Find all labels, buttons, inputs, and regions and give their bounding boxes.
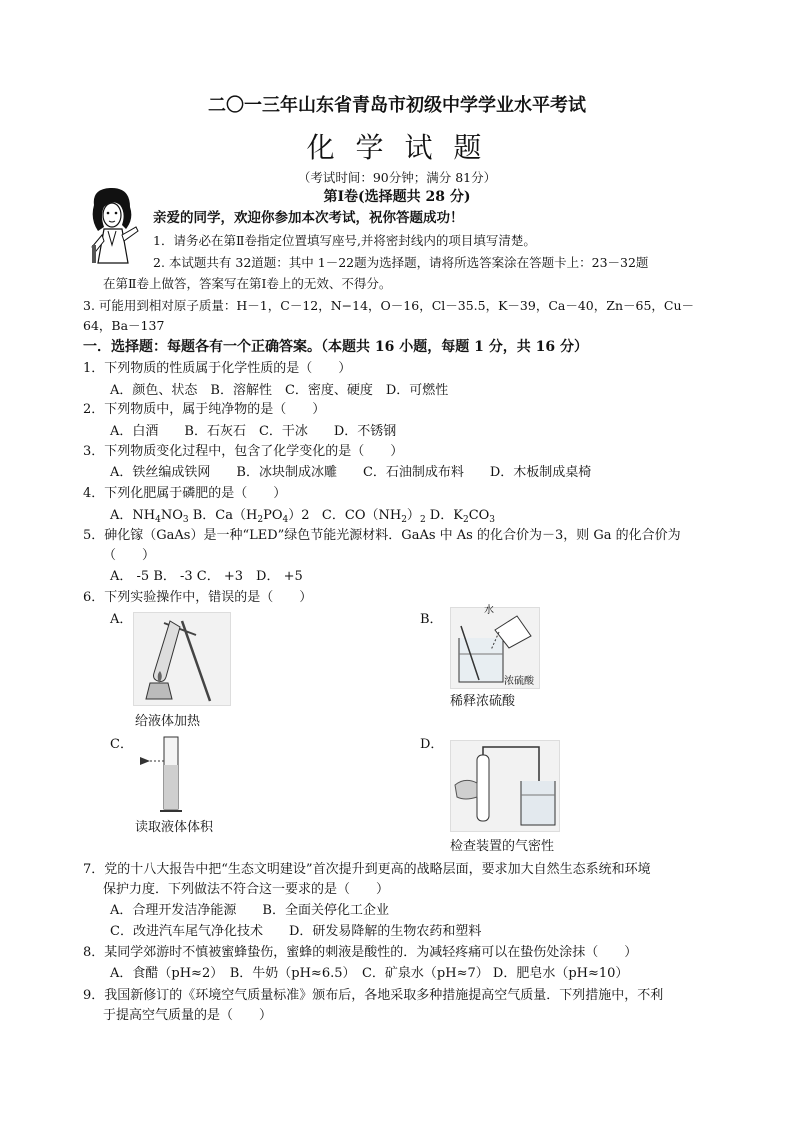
question-1-options: A．颜色、状态 B．溶解性 C．密度、硬度 D．可燃性	[110, 383, 449, 398]
q4-option-a: A．NH	[110, 508, 156, 523]
question-4-stem: 4．下列化肥属于磷肥的是（ ）	[83, 486, 287, 501]
exam-title: 二〇一三年山东省青岛市初级中学学业水平考试	[208, 95, 586, 116]
question-7-options-cd: C．改进汽车尾气净化技术 D．研发易降解的生物农药和塑料	[110, 924, 482, 939]
figure-heating-liquid	[133, 612, 231, 706]
q4-a-sub: 3	[182, 515, 189, 525]
b-label-acid: 浓硫酸	[504, 676, 534, 687]
q4-c-end: ）	[406, 508, 420, 523]
q6-option-d-caption: 检查装置的气密性	[450, 839, 555, 854]
b-label-water: 水	[484, 605, 494, 616]
q4-d-sub: 3	[489, 515, 496, 525]
q6-option-b-caption: 稀释浓硫酸	[450, 694, 516, 709]
question-5-stem-cont: （ ）	[103, 548, 156, 563]
question-4-options	[110, 506, 495, 526]
instruction-2-cont: 在第Ⅱ卷上做答，答案写在第Ⅰ卷上的无效、不得分。	[103, 276, 392, 291]
q6-option-d-letter: D．	[420, 737, 444, 752]
q4-option-d: D．K	[425, 508, 463, 523]
figure-check-airtightness	[450, 740, 560, 832]
question-7-stem-cont: 保护力度．下列做法不符合这一要求的是（ ）	[103, 882, 390, 897]
question-3-stem: 3．下列物质变化过程中，包含了化学变化的是（ ）	[83, 444, 404, 459]
q4-b-sub: 4	[282, 515, 289, 525]
q6-option-a-letter: A．	[110, 612, 133, 627]
exam-info: （考试时间：90分钟；满分 81分）	[297, 170, 497, 185]
question-5-stem: 5．砷化镓（GaAs）是一种“LED”绿色节能光源材料．GaAs 中 As 的化合价为－3，则 Ga 的化合价为	[83, 528, 681, 543]
instruction-3-cont: 64，Ba－137	[83, 318, 165, 333]
question-6-stem: 6．下列实验操作中，错误的是（ ）	[83, 590, 313, 605]
question-9-stem: 9．我国新修订的《环境空气质量标准》颁布后，各地采取多种措施提高空气质量．下列措施中，不利	[83, 988, 664, 1003]
question-7-stem: 7．党的十八大报告中把“生态文明建设”首次提升到更高的战略层面，要求加大自然生态系统和环境	[83, 862, 651, 877]
q4-b-mid: PO	[263, 508, 283, 523]
instruction-3: 3. 可能用到相对原子质量：H－1，C－12，N−14，O－16，Cl－35.5，K－39，Ca－40，Zn－65，Cu－	[83, 298, 695, 313]
question-8-options: A．食醋（pH≈2） B．牛奶（pH≈6.5） C．矿泉水（pH≈7） D．肥皂水（pH≈10）	[110, 966, 629, 981]
q4-b-sub: 2	[257, 515, 264, 525]
instruction-1: 1．请务必在第Ⅱ卷指定位置填写座号,并将密封线内的项目填写清楚。	[153, 233, 536, 248]
question-2-options: A．白酒 B．石灰石 C．干冰 D．不锈钢	[110, 424, 397, 439]
q4-a-sub: 4	[155, 515, 161, 525]
subject-title: 化 学 试 题	[306, 131, 488, 164]
q6-option-b-letter: B．	[420, 612, 443, 627]
q6-option-c-letter: C．	[110, 737, 133, 752]
q4-d-mid: CO	[468, 508, 490, 523]
q4-option-b: B．Ca（H	[188, 508, 258, 523]
question-9-stem-cont: 于提高空气质量的是（ ）	[103, 1008, 273, 1023]
q6-option-a-caption: 给液体加热	[135, 714, 201, 729]
question-1-stem: 1．下列物质的性质属于化学性质的是（ ）	[83, 361, 352, 376]
question-7-options-ab: A．合理开发洁净能源 B．全面关停化工企业	[110, 903, 389, 918]
section-1-title: 一．选择题：每题各有一个正确答案。（本题共 16 小题，每题 1 分，共 16 分）	[83, 339, 588, 355]
question-2-stem: 2．下列物质中，属于纯净物的是（ ）	[83, 402, 326, 417]
question-5-options: A． -5 B． -3 C． +3 D． +5	[110, 569, 303, 584]
q4-c-sub: 2	[401, 515, 407, 525]
question-8-stem: 8．某同学郊游时不慎被蜜蜂蛰伤，蜜蜂的刺液是酸性的．为减轻疼痛可以在蛰伤处涂抹（ ）	[83, 945, 638, 960]
instruction-2: 2. 本试题共有 32道题：其中 1－22题为选择题，请将所选答案涂在答题卡上：23－32题	[153, 255, 649, 270]
q4-b-end: ）2	[288, 508, 310, 523]
question-3-options: A．铁丝编成铁网 B．冰块制成冰雕 C．石油制成布料 D．木板制成桌椅	[110, 465, 592, 480]
cartoon-girl-illustration	[82, 185, 144, 267]
q4-a-mid: NO	[160, 508, 183, 523]
figure-read-volume	[136, 735, 186, 815]
q4-d-sub: 2	[462, 515, 469, 525]
volume-title: 第Ⅰ卷(选择题共 28 分)	[323, 189, 471, 205]
q4-option-c: C．CO（NH	[321, 508, 402, 523]
q4-c-sub: 2	[419, 515, 426, 525]
greeting-text: 亲爱的同学，欢迎你参加本次考试，祝你答题成功！	[153, 210, 464, 226]
q6-option-c-caption: 读取液体体积	[135, 820, 214, 835]
